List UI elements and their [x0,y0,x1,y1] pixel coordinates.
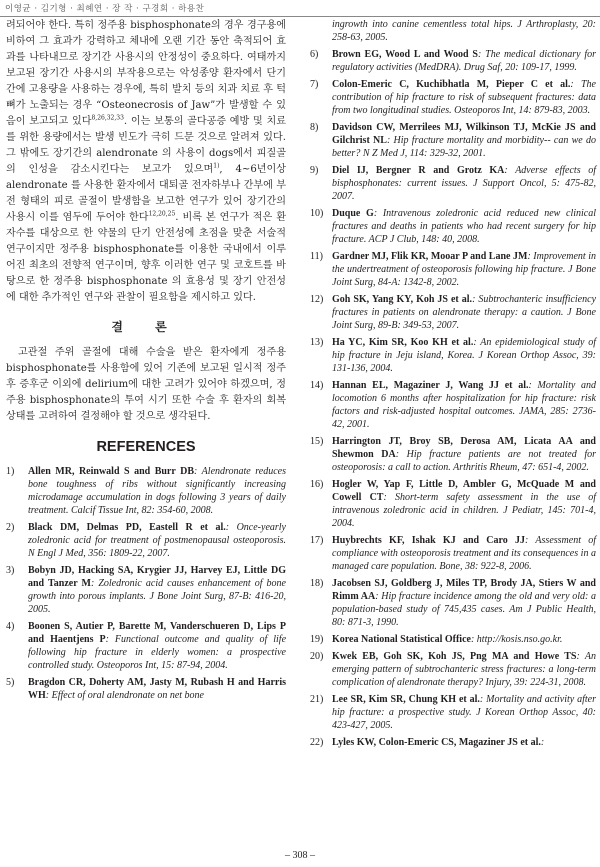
reference-citation: : Zoledronic acid causes enhancement of bone growth into porous implants. J Bone Joint Surg, 87-B: 416-20, 2005. [28,578,286,615]
reference-text [332,650,596,689]
reference-citation: : An epidemiological study of hip fracture in Jeju island, Korea. J Korean Orthop Assoc, 39: 131-136, 2004. [332,337,596,374]
reference-item [310,534,596,573]
reference-citation: : Once-yearly zoledronic acid for treatment of postmenopausal osteoporosis. N Engl J Med, 356: 1809-22, 2007. [28,522,286,559]
reference-item [310,336,596,375]
reference-authors: Diel IJ, Bergner R and Grotz KA [332,165,505,176]
reference-text [332,250,596,289]
reference-citation: : Hip fracture patients are not treated for osteoporosis: a call to action. Arthritis Rheum, 47: 651-4, 2002. [332,449,596,473]
reference-continuation: ingrowth into canine cementless total hips. J Arthroplasty, 20: 258-63, 2005. [332,19,596,43]
reference-item [310,633,596,646]
reference-text [28,564,286,616]
reference-number: 11) [310,251,323,262]
reference-text [332,121,596,160]
reference-item [310,435,596,474]
reference-citation: : Short-term safety assessment in the use of intravenous zoledronic acid in children. J Pediatr, 145: 701-4, 2004. [332,492,596,529]
reference-number: 20) [310,651,324,662]
reference-citation: : The medical dictionary for regulatory activities (MedDRA). Drug Saf, 20: 109-17, 1999. [332,49,597,73]
reference-citation: : Effect of oral alendronate on net bone [45,690,204,701]
reference-number: 5) [6,677,15,688]
header-rule [0,16,600,17]
reference-item [310,379,596,431]
reference-item [6,620,286,672]
reference-item [6,564,286,616]
reference-number: 13) [310,337,324,348]
conclusion-paragraph: 고관절 주위 골절에 대해 수술을 받은 환자에게 정주용 bisphosphonate를 사용함에 있어 기존에 보고된 일시적 정주 후 증후군 이외에 delirium에 대한 고려가 있어야 하겠으며, 정주용 bisphosphonate의 투여 시기 또한 수술 후 환자의 회복 상태를 고려하여 결정해야 할 것으로 생각된다. [6,347,286,422]
reference-number: 12) [310,294,324,305]
reference-authors: Huybrechts KF, Ishak KJ and Caro JJ [332,535,526,546]
reference-citation: : Adverse effects of bisphosphonates: current issues. J Support Oncol, 5: 475-82, 2007. [332,165,596,202]
reference-citation: : Intravenous zoledronic acid reduced new clinical fractures and deaths in patients who had recent surgery for hip fracture. ACP J Club, 148: 40, 2008. [332,208,596,245]
reference-authors: Jacobsen SJ, Goldberg J, Miles TP, Brody JA, Stiers W and Rimm AA [332,578,596,602]
reference-authors: Harrington JT, Broy SB, Derosa AM, Licata AA and Shewmon DA [332,436,596,460]
reference-citation: : Mortality and activity after hip fracture: a prospective study. J Korean Orthop Assoc, 40: 423-427, 2005. [332,694,596,731]
reference-item [310,78,596,117]
reference-item [310,478,596,530]
reference-text [28,676,286,702]
reference-item [310,650,596,689]
reference-item [6,676,286,702]
left-column [6,18,286,706]
reference-authors: Bragdon CR, Doherty AM, Jasty M, Rubash H and Harris WH [28,677,286,701]
reference-text [332,534,596,573]
reference-authors: Gardner MJ, Flik KR, Mooar P and Lane JM [332,251,528,262]
reference-authors: Brown EG, Wood L and Wood S [332,49,478,60]
reference-number: 9) [310,165,319,176]
reference-text [332,207,596,246]
reference-item [310,736,596,749]
reference-item [310,207,596,246]
reference-authors: Hogler W, Yap F, Little D, Ambler G, McQuade M and Cowell CT [332,479,596,503]
reference-item [6,465,286,517]
reference-text [332,293,596,332]
reference-authors: Bobyn JD, Hacking SA, Krygier JJ, Harvey EJ, Little DG and Tanzer M [28,565,286,589]
reference-citation: : Mortality and locomotion 6 months after hospitalization for hip fracture: risk factors and risk-adjusted hospital outcomes. JAMA, 285: 2736-42, 2001. [332,380,597,430]
reference-citation: : http://kosis.nso.go.kr. [470,634,563,645]
reference-text [332,164,596,203]
references-list-left [6,465,286,702]
reference-citation: : [540,737,545,748]
reference-text [332,78,596,117]
page-number: – 308 – [285,850,315,861]
reference-citation: : Alendronate reduces bone toughness of ribs without significantly increasing microdamage accumulation in dogs following 3 years of daily treatment. Calcif Tissue Int, 82: 354-60, 2008. [28,466,286,516]
reference-text [332,48,596,74]
references-list-right [310,48,596,749]
reference-number: 10) [310,208,324,219]
reference-text [28,620,286,672]
reference-authors: Boonen S, Autier P, Barette M, Vanderschueren D, Lips P and Haentjens P [28,621,286,645]
reference-number: 22) [310,737,324,748]
running-header: 이영균 · 김기형 · 최혜연 · 장 작 · 구경회 · 하용찬 [5,4,205,14]
reference-authors: Hannan EL, Magaziner J, Wang JJ et al. [332,380,529,391]
reference-text [332,577,596,629]
reference-text [332,693,596,732]
reference-authors: Goh SK, Yang KY, Koh JS et al. [332,294,473,305]
reference-item [310,693,596,732]
reference-number: 14) [310,380,324,391]
reference-text [332,336,596,375]
reference-authors: Ha YC, Kim SR, Koo KH et al. [332,337,474,348]
reference-citation: : Improvement in the undertreatment of osteoporosis following hip fracture. J Bone Joint Surg, 84-A: 1342-8, 2002. [332,251,596,288]
reference-text [332,478,596,530]
right-column [310,18,596,753]
reference-citation: : The contribution of hip fracture to risk of subsequent fractures: data from two longitudinal studies. Osteoporos Int, 14: 879-83, 2003. [332,79,596,116]
reference-number: 1) [6,466,15,477]
reference-citation: : Hip fracture incidence among the old and very old: a population-based study of 745,435 cases. Am J Public Health, 80: 871-3, 1990. [332,591,596,628]
reference-text [332,379,596,431]
reference-number: 4) [6,621,15,632]
reference-citation: : Assessment of compliance with osteoporosis treatment and its consequences in a managed care population. Bone, 38: 922-8, 2006. [332,535,596,572]
reference-authors: Duque G [332,208,374,219]
reference-authors: Allen MR, Reinwald S and Burr DB [28,466,195,477]
reference-authors: Davidson CW, Merrilees MJ, Wilkinson TJ, McKie JS and Gilchrist NL [332,122,596,146]
reference-authors: Black DM, Delmas PD, Eastell R et al. [28,522,226,533]
reference-item [310,293,596,332]
reference-item [310,121,596,160]
reference-item [310,164,596,203]
reference-text [332,736,596,749]
reference-authors: Lyles KW, Colon-Emeric CS, Magaziner JS et al. [332,737,541,748]
reference-citation: : An emerging pattern of subtrochanteric stress fractures: a long-term complication of alendronate therapy? Injury, 39: 224-31, 2008. [332,651,596,688]
reference-citation: : Functional outcome and quality of life following hip fracture in elderly women: a prospective controlled study. Osteoporos Int, 15: 87-94, 2004. [28,634,287,671]
reference-number: 16) [310,479,324,490]
reference-number: 8) [310,122,319,133]
reference-number: 7) [310,79,319,90]
reference-item [310,250,596,289]
reference-item [6,521,286,560]
reference-citation: : Subtrochanteric insufficiency fractures in patients on alendronate therapy: a caution. J Bone Joint Surg, 89-B: 349-53, 2007. [332,294,597,331]
reference-citation: : Hip fracture mortality and morbidity-- can we do better? N Z Med J, 114: 329-32, 2001. [332,135,596,159]
reference-item [310,577,596,629]
reference-number: 6) [310,49,319,60]
references-title: REFERENCES [96,439,196,455]
reference-text [332,435,596,474]
reference-number: 19) [310,634,324,645]
reference-number: 2) [6,522,15,533]
reference-number: 21) [310,694,324,705]
reference-text [28,521,286,560]
reference-text [332,633,596,646]
reference-number: 17) [310,535,324,546]
reference-number: 15) [310,436,324,447]
reference-item [310,48,596,74]
reference-number: 18) [310,578,324,589]
reference-authors: Kwek EB, Goh SK, Koh JS, Png MA and Howe TS [332,651,577,662]
discussion-paragraph: 려되어야 한다. 특히 정주용 bisphosphonate의 경우 경구용에 비하여 그 효과가 강력하고 체내에 오랜 기간 동안 축적되어 효과를 나타내므로 장기간 사용시의 안정성이 중요하다. 여태까지 보고된 장기간 사용시의 부작용으로는 악성종양 환자에서 단기간에 고용량을 사용하는 경우에, 특히 발치 등의 치과 치료 후 턱뼈가 노출되는 경우 “Osteonecrosis of Jaw”가 발생할 수 있음이 보고되고 있다$^{8,26,32,33}$. 이는 보통의 골다공증 예방 및 치료를 위한 용량에서는 발생 빈도가 극히 드문 것으로 알려져 있다. 그 밖에도 장기간의 alendronate 의 사용이 dogs에서 피질골의 인성을 감소시킨다는 보고가 있으며$^{1)}$, 4~6년이상 alendronate 를 사용한 환자에서 대퇴골 전자하부나 간부에 부전 형태의 피로 골절이 발생함을 보고한 연구가 있어 장기간의 사용시 이를 염두에 두어야 한다$^{12,20,25}$. 비록 본 연구가 적은 환자수를 대상으로 한 약물의 단기 안전성에 초점을 맞춘 서술적 연구이지만 정주용 bisphosphonate를 이용한 국내에서 이루어진 최초의 전향적 연구이며, 향후 이러한 연구 및 코호트를 바탕으로 한 정주용 bisphosphonate 의 효용성 및 장기 안전성에 대한 추가적인 연구와 관찰이 필요함을 제시하고 있다. [6,20,287,303]
reference-number: 3) [6,565,15,576]
reference-authors: Colon-Emeric C, Kuchibhatla M, Pieper C et al. [332,79,571,90]
reference-text [28,465,286,517]
reference-authors: Korea National Statistical Office [332,634,471,645]
reference-authors: Lee SR, Kim SR, Chung KH et al. [332,694,480,705]
conclusion-title: 결 론 [111,320,181,334]
